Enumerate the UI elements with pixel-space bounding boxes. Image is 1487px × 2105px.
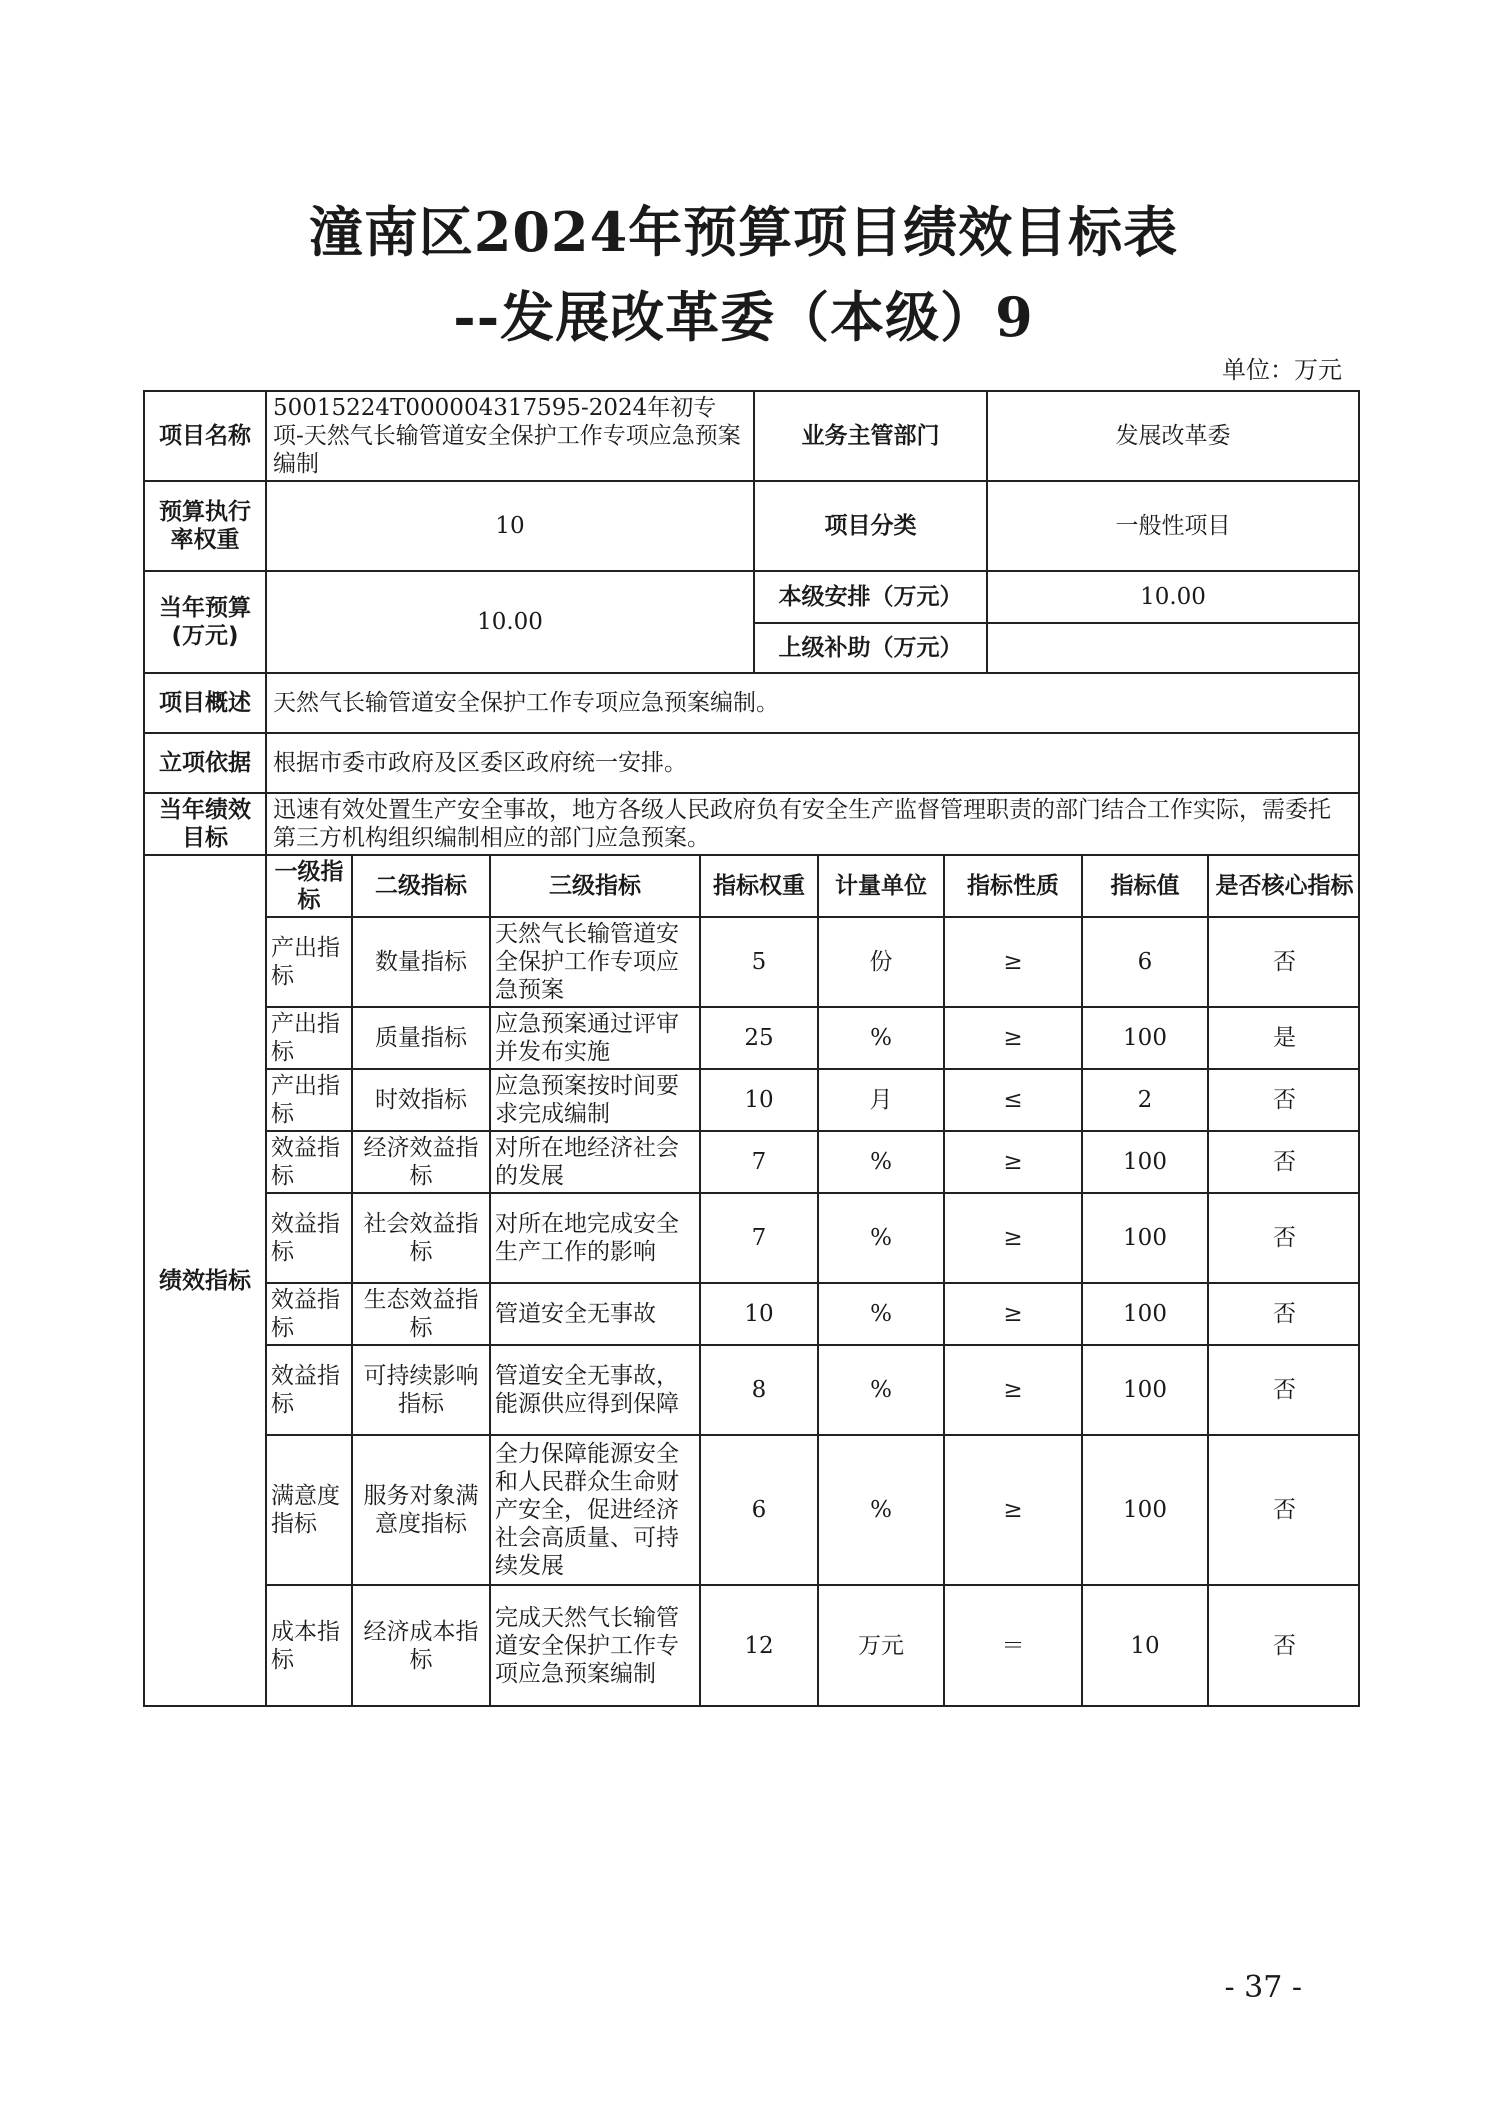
indicator-cell [266,855,1359,1706]
header-cell: 二级指标 [352,856,490,917]
level1-cell: 成本指标 [267,1585,352,1705]
goal-value: 迅速有效处置生产安全事故，地方各级人民政府负有安全生产监督管理职责的部门结合工作实际，需委托第三方机构组织编制相应的部门应急预案。 [266,793,1359,855]
level3-cell: 管道安全无事故 [490,1283,700,1345]
core-cell: 否 [1208,1283,1360,1345]
unit-cell: % [818,1193,944,1283]
exec-weight-label: 预算执行率权重 [144,481,266,571]
unit-label: 单位：万元 [1222,356,1342,384]
category-value: 一般性项目 [987,481,1359,571]
indicator-header-row [267,856,1360,917]
indicator-row [267,917,1360,1007]
value-cell: 6 [1082,917,1208,1007]
overview-label: 项目概述 [144,673,266,733]
level2-cell: 质量指标 [352,1007,490,1069]
indicator-row [267,1131,1360,1193]
indicator-row [267,1069,1360,1131]
level1-cell: 产出指标 [267,917,352,1007]
page-number: - 37 - [1224,1970,1302,2005]
row-goal [144,793,1359,855]
nature-cell: ≥ [944,1131,1082,1193]
header-cell: 指标权重 [700,856,818,917]
weight-cell: 5 [700,917,818,1007]
level2-cell: 数量指标 [352,917,490,1007]
exec-weight-value: 10 [266,481,754,571]
level1-cell: 效益指标 [267,1193,352,1283]
core-cell: 否 [1208,1585,1360,1705]
core-cell: 是 [1208,1007,1360,1069]
value-cell: 100 [1082,1435,1208,1585]
value-cell: 10 [1082,1585,1208,1705]
unit-cell: % [818,1345,944,1435]
dept-value: 发展改革委 [987,391,1359,481]
performance-table [143,390,1360,1707]
weight-cell: 6 [700,1435,818,1585]
header-cell: 三级指标 [490,856,700,917]
project-name-label: 项目名称 [144,391,266,481]
weight-cell: 12 [700,1585,818,1705]
core-cell: 否 [1208,1193,1360,1283]
weight-cell: 10 [700,1069,818,1131]
level2-cell: 经济效益指标 [352,1131,490,1193]
indicator-row [267,1007,1360,1069]
unit-cell: % [818,1131,944,1193]
level3-cell: 天然气长输管道安全保护工作专项应急预案 [490,917,700,1007]
level3-cell: 应急预案通过评审并发布实施 [490,1007,700,1069]
unit-cell: 月 [818,1069,944,1131]
unit-cell: % [818,1435,944,1585]
unit-cell: % [818,1283,944,1345]
level2-cell: 服务对象满意度指标 [352,1435,490,1585]
level3-cell: 对所在地经济社会的发展 [490,1131,700,1193]
row-overview [144,673,1359,733]
local-value: 10.00 [987,571,1359,623]
indicator-label: 绩效指标 [144,855,266,1706]
goal-label: 当年绩效目标 [144,793,266,855]
level3-cell: 对所在地完成安全生产工作的影响 [490,1193,700,1283]
weight-cell: 10 [700,1283,818,1345]
row-basis [144,733,1359,793]
level2-cell: 经济成本指标 [352,1585,490,1705]
upper-label: 上级补助（万元） [754,623,987,673]
nature-cell: ＝ [944,1585,1082,1705]
level1-cell: 产出指标 [267,1069,352,1131]
value-cell: 2 [1082,1069,1208,1131]
nature-cell: ≥ [944,1435,1082,1585]
basis-value: 根据市委市政府及区委区政府统一安排。 [266,733,1359,793]
nature-cell: ≥ [944,1193,1082,1283]
core-cell: 否 [1208,1435,1360,1585]
value-cell: 100 [1082,1131,1208,1193]
basis-label: 立项依据 [144,733,266,793]
core-cell: 否 [1208,917,1360,1007]
overview-value: 天然气长输管道安全保护工作专项应急预案编制。 [266,673,1359,733]
value-cell: 100 [1082,1007,1208,1069]
value-cell: 100 [1082,1345,1208,1435]
level1-cell: 效益指标 [267,1283,352,1345]
level1-cell: 效益指标 [267,1345,352,1435]
page-title: 潼南区2024年预算项目绩效目标表 [308,200,1179,264]
header-cell: 指标性质 [944,856,1082,917]
weight-cell: 7 [700,1193,818,1283]
core-cell: 否 [1208,1345,1360,1435]
nature-cell: ≥ [944,1283,1082,1345]
level1-cell: 满意度指标 [267,1435,352,1585]
value-cell: 100 [1082,1193,1208,1283]
weight-cell: 7 [700,1131,818,1193]
level1-cell: 产出指标 [267,1007,352,1069]
header-cell: 计量单位 [818,856,944,917]
header-cell: 一级指标 [267,856,352,917]
upper-value [987,623,1359,673]
header-cell: 是否核心指标 [1208,856,1360,917]
category-label: 项目分类 [754,481,987,571]
level3-cell: 应急预案按时间要求完成编制 [490,1069,700,1131]
level2-cell: 可持续影响指标 [352,1345,490,1435]
indicator-row [267,1585,1360,1705]
nature-cell: ≥ [944,1345,1082,1435]
level2-cell: 时效指标 [352,1069,490,1131]
level3-cell: 完成天然气长输管道安全保护工作专项应急预案编制 [490,1585,700,1705]
indicator-row [267,1345,1360,1435]
nature-cell: ≤ [944,1069,1082,1131]
row-project-name [144,391,1359,481]
core-cell: 否 [1208,1131,1360,1193]
dept-label: 业务主管部门 [754,391,987,481]
nature-cell: ≥ [944,1007,1082,1069]
local-label: 本级安排（万元） [754,571,987,623]
unit-cell: 份 [818,917,944,1007]
row-exec-weight [144,481,1359,571]
unit-cell: 万元 [818,1585,944,1705]
level3-cell: 全力保障能源安全和人民群众生命财产安全，促进经济社会高质量、可持续发展 [490,1435,700,1585]
level2-cell: 社会效益指标 [352,1193,490,1283]
level2-cell: 生态效益指标 [352,1283,490,1345]
value-cell: 100 [1082,1283,1208,1345]
budget-value: 10.00 [266,571,754,673]
level1-cell: 效益指标 [267,1131,352,1193]
row-budget [144,571,1359,623]
project-name-value: 50015224T000004317595-2024年初专项-天然气长输管道安全保护工作专项应急预案编制 [266,391,754,481]
row-indicators [144,855,1359,1706]
budget-label: 当年预算(万元) [144,571,266,673]
page-subtitle: --发展改革委（本级）9 [453,285,1034,349]
weight-cell: 25 [700,1007,818,1069]
header-cell: 指标值 [1082,856,1208,917]
weight-cell: 8 [700,1345,818,1435]
indicator-row [267,1193,1360,1283]
level3-cell: 管道安全无事故，能源供应得到保障 [490,1345,700,1435]
indicator-row [267,1283,1360,1345]
core-cell: 否 [1208,1069,1360,1131]
unit-cell: % [818,1007,944,1069]
indicator-row [267,1435,1360,1585]
nature-cell: ≥ [944,917,1082,1007]
indicator-table [267,856,1360,1705]
